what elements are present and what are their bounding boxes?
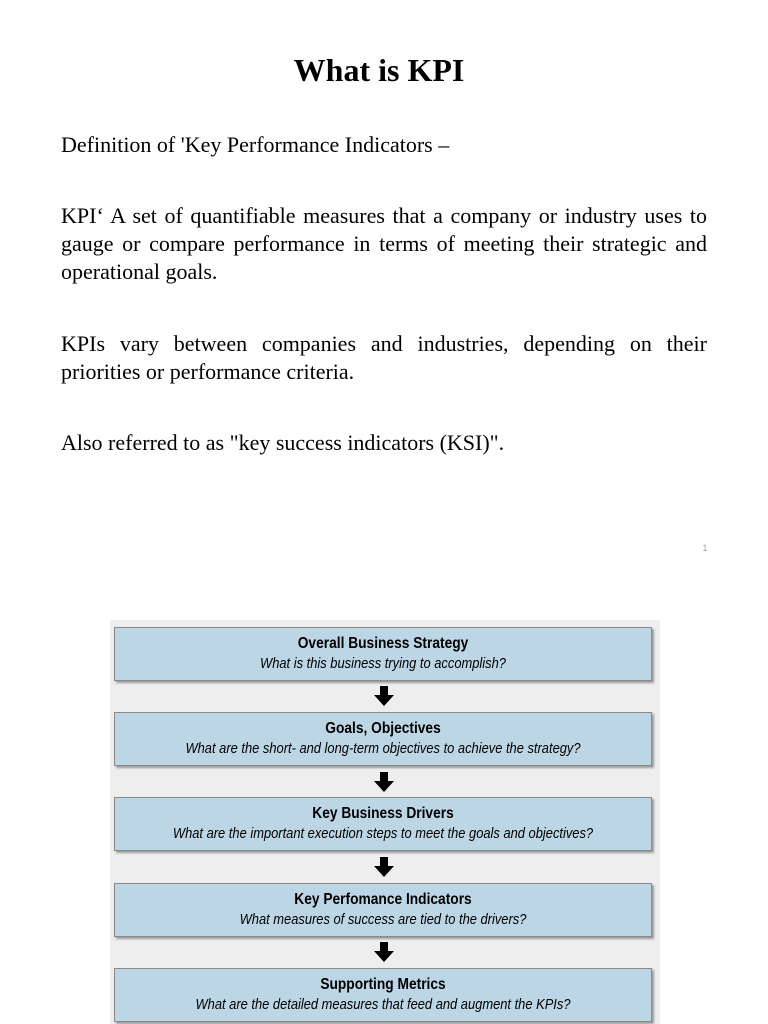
step-box-supporting-metrics: [114, 968, 652, 1022]
step-box-key-business-drivers: [114, 797, 652, 851]
step-question: What are the detailed measures that feed and augment the KPIs?: [195, 996, 571, 1013]
step-title: Supporting Metrics: [320, 976, 446, 993]
kpi-hierarchy-diagram: [110, 620, 660, 1024]
ksi-paragraph: Also referred to as "key success indicators (KSI)".: [61, 430, 505, 455]
kpi-definition-paragraph: KPI‘ A set of quantifiable measures that a company or industry uses to gauge or compare performance in terms of meeting their strategic and operational goals.: [61, 203, 707, 284]
step-title: Key Perfomance Indicators: [294, 891, 472, 908]
step-title: Overall Business Strategy: [297, 635, 469, 652]
step-question: What are the important execution steps to meet the goals and objectives?: [172, 825, 594, 842]
page-number: 1: [702, 543, 708, 553]
step-question: What is this business trying to accomplish?: [260, 655, 506, 672]
step-title: Goals, Objectives: [325, 720, 441, 737]
down-arrow-icon: [373, 772, 395, 792]
down-arrow-icon: [373, 942, 395, 962]
step-question: What measures of success are tied to the drivers?: [239, 911, 527, 928]
definition-heading: Definition of 'Key Performance Indicators –: [61, 132, 450, 157]
kpi-variation-paragraph: KPIs vary between companies and industries, depending on their priorities or performance criteria.: [61, 331, 707, 384]
step-box-goals-objectives: [114, 712, 652, 766]
down-arrow-icon: [373, 857, 395, 877]
page-title: What is KPI: [293, 52, 465, 88]
step-question: What are the short- and long-term objectives to achieve the strategy?: [185, 740, 581, 757]
down-arrow-icon: [373, 686, 395, 706]
step-box-key-performance-indicators: [114, 883, 652, 937]
step-box-overall-business-strategy: [114, 627, 652, 681]
step-title: Key Business Drivers: [312, 805, 454, 822]
